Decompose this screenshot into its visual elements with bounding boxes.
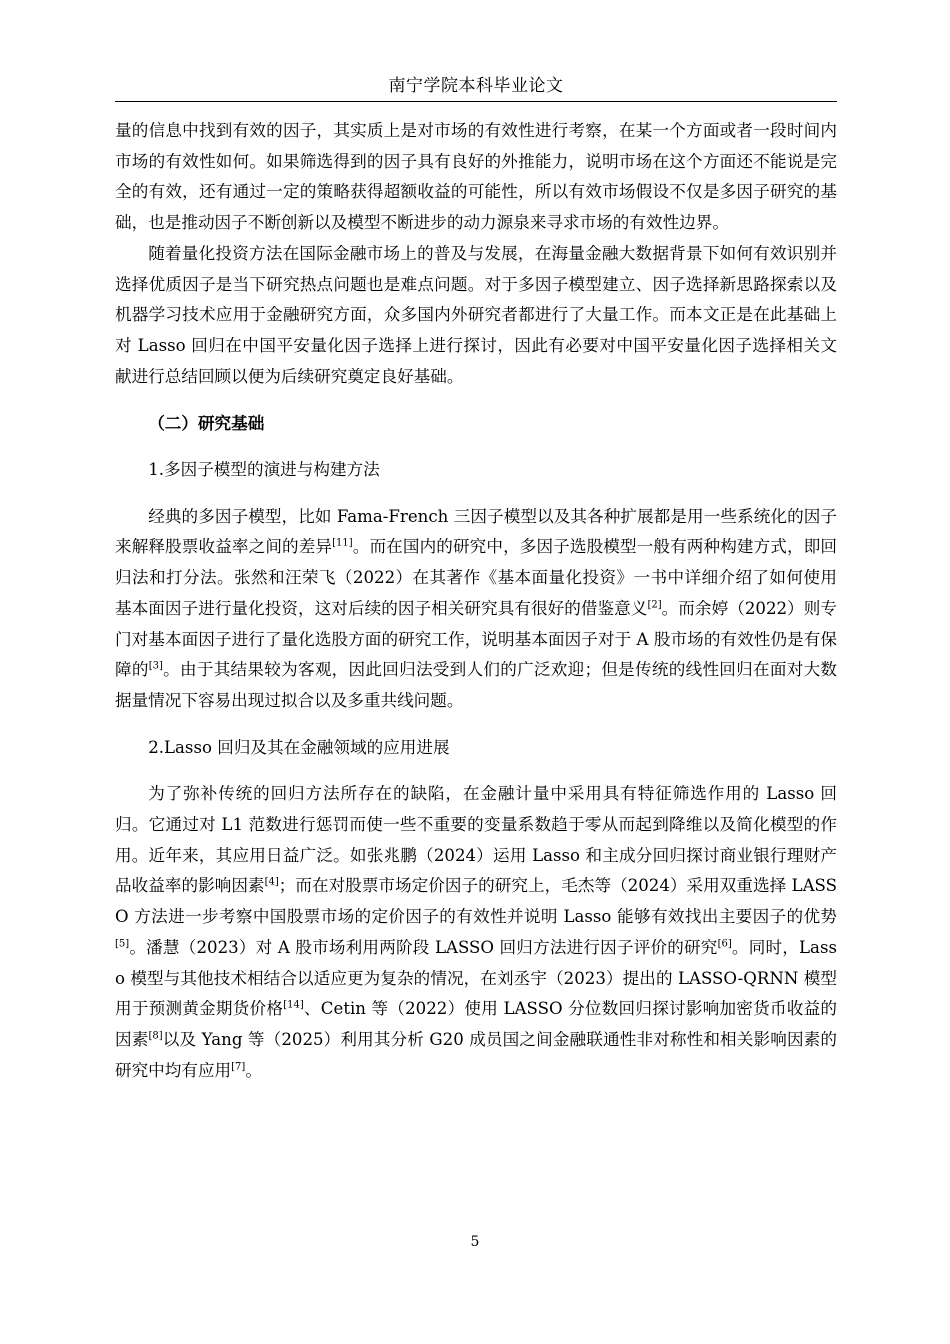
text-segment: 。潘慧（2023）对 A 股市场利用两阶段 LASSO 回归方法进行因子评价的研究 [129, 937, 718, 957]
body-text [115, 116, 837, 1086]
citation: [14] [283, 999, 304, 1011]
section-heading: （二）研究基础 [148, 413, 265, 434]
paragraph-multifactor [115, 502, 837, 717]
text-segment: 。由于其结果较为客观，因此回归法受到人们的广泛欢迎；但是传统的线性回归在面对大数据量情况下容易出现过拟合以及多重共线问题。 [115, 660, 838, 710]
text-segment: 。而余婷（2022）则专门对基本面因子进行了量化选股方面的研究工作，说明基本面因子对于 A 股市场的有效性仍是有保障的 [115, 598, 837, 680]
page-number: 5 [470, 1234, 480, 1250]
citation: [2] [647, 599, 662, 611]
spacer [115, 392, 837, 408]
citation: [8] [148, 1030, 163, 1042]
paragraph-efficient-market: 量的信息中找到有效的因子，其实质上是对市场的有效性进行考察，在某一个方面或者一段时间内市场的有效性如何。如果筛选得到的因子具有良好的外推能力，说明市场在这个方面还不能说是完全的有效，还有通过一定的策略获得超额收益的可能性，所以有效市场假设不仅是多因子研究的基础，也是推动因子不断创新以及模型不断进步的动力源泉来寻求市场的有效性边界。 [115, 121, 837, 233]
subsection-heading-multifactor: 1.多因子模型的演进与构建方法 [148, 460, 380, 480]
citation: [6] [717, 938, 732, 950]
citation: [5] [115, 938, 130, 950]
citation: [7] [231, 1061, 246, 1073]
citation: [4] [264, 876, 279, 888]
text-segment: 以及 Yang 等（2025）利用其分析 G20 成员国之间金融联通性非对称性和相关影响因素的研究中均有应用 [115, 1029, 837, 1080]
text-segment: 。而在国内的研究中，多因子选股模型一般有两种构建方式，即回归法和打分法。张然和汪荣飞（2022）在其著作《基本面量化投资》一书中详细介绍了如何使用基本面因子进行量化投资，这对后续的因子相关研究具有很好的借鉴意义 [115, 537, 838, 618]
spacer [115, 486, 837, 502]
running-header: 南宁学院本科毕业论文 [388, 76, 564, 96]
spacer [115, 763, 837, 779]
text-segment: 为了弥补传统的回归方法所存在的缺陷，在金融计量中采用具有特征筛选作用的 Lasso 回归。它通过对 L1 范数进行惩罚而使一些不重要的变量系数趋于零从而起到降维以及简化模型的作用。近年来，其应用日益广泛。如张兆鹏（2024）运用 Lasso 和主成分回归探讨商业银行理财产品收益率的影响因素 [115, 784, 837, 896]
citation: [3] [148, 660, 163, 672]
text-segment: ；而在对股票市场定价因子的研究上，毛杰等（2024）采用双重选择 LASSO 方法进一步考察中国股票市场的定价因子的有效性并说明 Lasso 能够有效找出主要因子的优势 [115, 876, 838, 927]
text-segment: 经典的多因子模型，比如 Fama-French 三因子模型以及其各种扩展都是用一些系统化的因子来解释股票收益率之间的差异 [115, 506, 837, 557]
text-segment: 。 [245, 1060, 262, 1080]
paragraph-lasso [115, 779, 837, 1086]
spacer [115, 717, 837, 733]
header-divider [115, 101, 837, 102]
text-segment: 。同时，Lasso 模型与其他技术相结合以适应更为复杂的情况，在刘丞宇（2023）提出的 LASSO-QRNN 模型用于预测黄金期货价格 [115, 937, 837, 1019]
text-segment: 、Cetin 等（2022）使用 LASSO 分位数回归探讨影响加密货币收益的因素 [115, 999, 837, 1049]
paragraph-quant-background: 随着量化投资方法在国际金融市场上的普及与发展，在海量金融大数据背景下如何有效识别并选择优质因子是当下研究热点问题也是难点问题。对于多因子模型建立、因子选择新思路探索以及机器学习技术应用于金融研究方面，众多国内外研究者都进行了大量工作。而本文正是在此基础上对 Lasso 回归在中国平安量化因子选择上进行探讨，因此有必要对中国平安量化因子选择相关文献进行总结回顾以便为后续研究奠定良好基础。 [115, 243, 837, 386]
subsection-heading-lasso: 2.Lasso 回归及其在金融领域的应用进展 [148, 737, 450, 757]
citation: [11] [332, 537, 353, 549]
spacer [115, 439, 837, 455]
